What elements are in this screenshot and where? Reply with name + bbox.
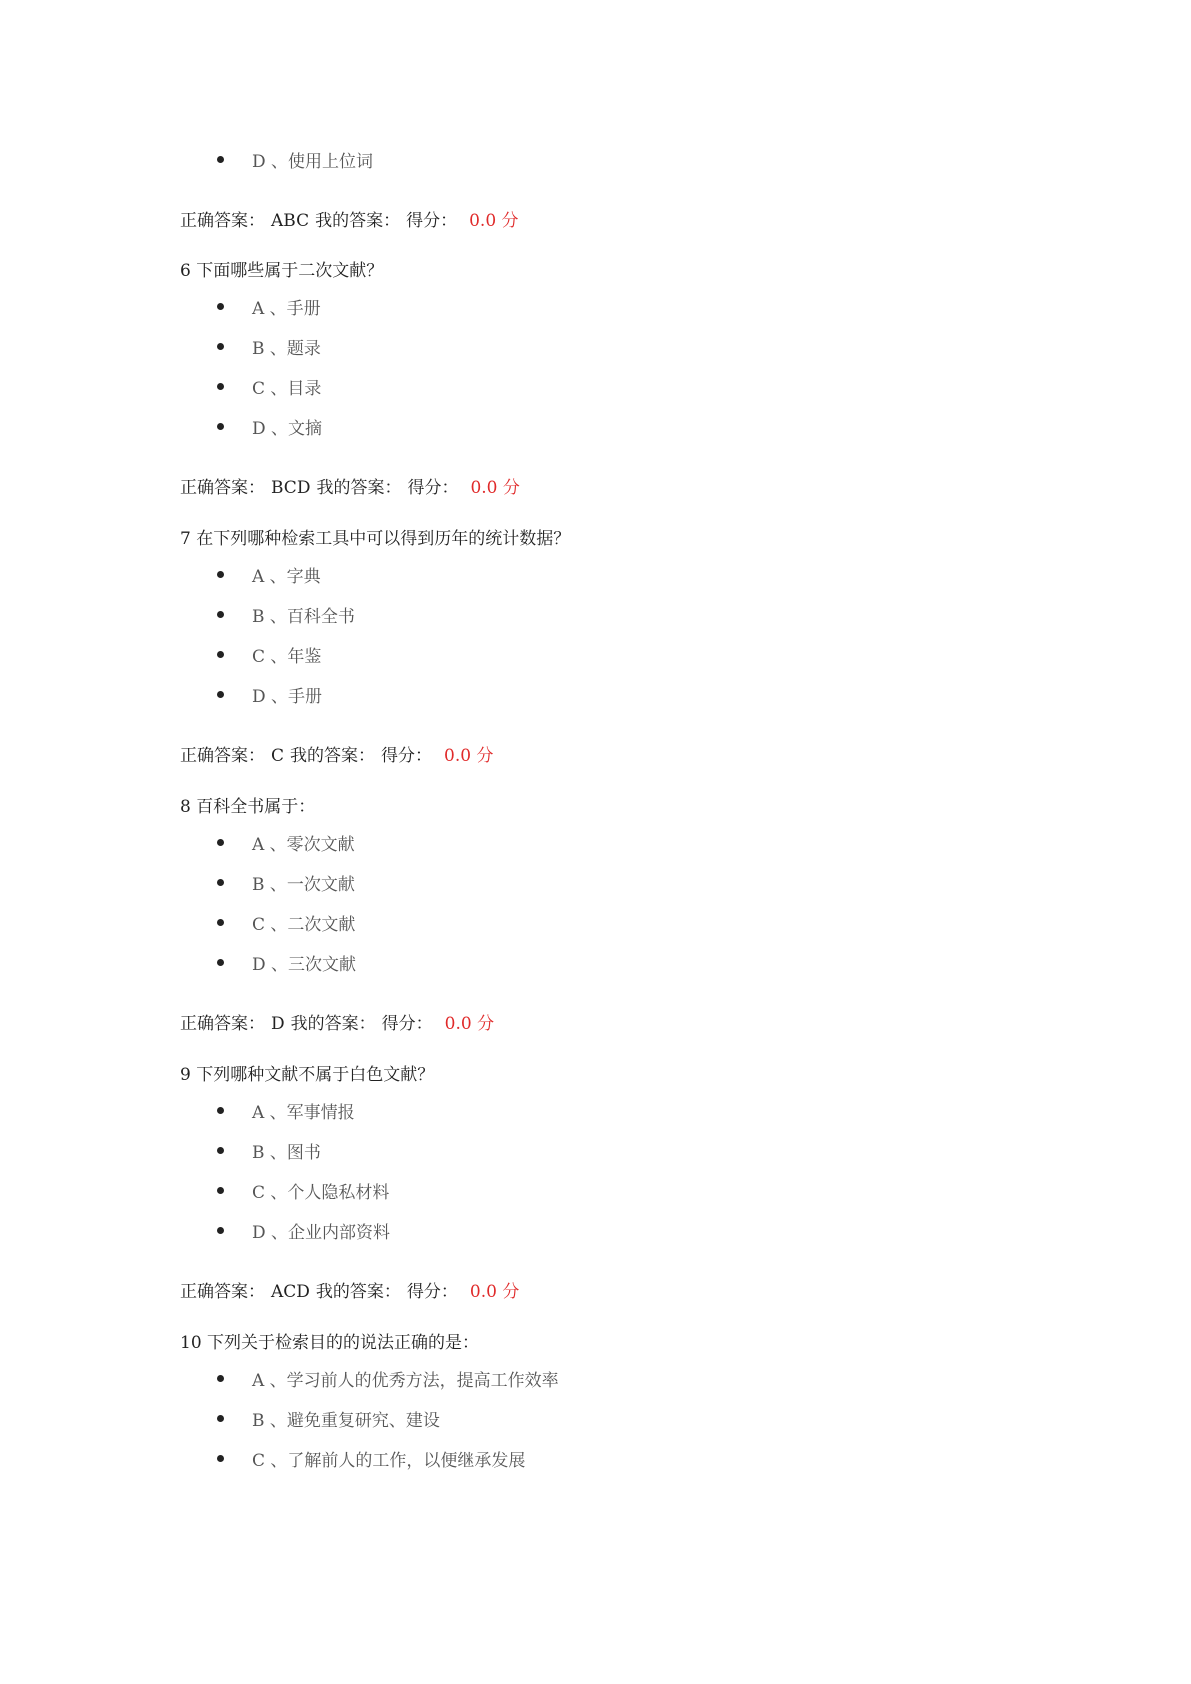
bullet-icon bbox=[217, 919, 224, 926]
score-label: 得分： bbox=[381, 746, 433, 766]
score-label: 得分： bbox=[381, 1014, 433, 1034]
option-item: A 、手册 bbox=[252, 299, 321, 319]
option-item: A 、学习前人的优秀方法，提高工作效率 bbox=[252, 1371, 559, 1391]
score-label: 得分： bbox=[406, 1282, 458, 1302]
option-item: B 、题录 bbox=[252, 339, 321, 359]
option-item: D 、三次文献 bbox=[252, 955, 357, 975]
bullet-icon bbox=[217, 383, 224, 390]
my-answer-label: 我的答案： bbox=[290, 1014, 376, 1034]
option-item: B 、图书 bbox=[252, 1143, 321, 1163]
score-value: 0.0 分 bbox=[469, 1282, 520, 1302]
answer-row bbox=[180, 1013, 494, 1035]
score-value: 0.0 分 bbox=[469, 211, 519, 231]
option-item: A 、军事情报 bbox=[252, 1103, 355, 1123]
score-label: 得分： bbox=[406, 211, 458, 231]
bullet-icon bbox=[217, 839, 224, 846]
answer-row bbox=[180, 1281, 519, 1303]
bullet-icon bbox=[217, 571, 224, 578]
correct-answer-label: 正确答案： bbox=[180, 478, 265, 498]
bullet-icon bbox=[217, 879, 224, 886]
correct-answer-label: 正确答案： bbox=[180, 746, 265, 766]
correct-answer-value: C bbox=[271, 746, 285, 766]
score-label: 得分： bbox=[407, 478, 459, 498]
my-answer-label: 我的答案： bbox=[316, 478, 402, 498]
my-answer-label: 我的答案： bbox=[290, 746, 376, 766]
bullet-icon bbox=[217, 1187, 224, 1194]
option-item: D 、手册 bbox=[252, 687, 323, 707]
correct-answer-label: 正确答案： bbox=[180, 1282, 265, 1302]
bullet-icon bbox=[217, 651, 224, 658]
option-item: C 、二次文献 bbox=[252, 915, 356, 935]
option-item: C 、个人隐私材料 bbox=[252, 1183, 390, 1203]
option-item: D 、文摘 bbox=[252, 419, 323, 439]
answer-row bbox=[180, 477, 520, 499]
bullet-icon bbox=[217, 1415, 224, 1422]
option-item: B 、避免重复研究、建设 bbox=[252, 1411, 440, 1431]
bullet-icon bbox=[217, 423, 224, 430]
answer-row bbox=[180, 210, 519, 232]
answer-row bbox=[180, 745, 493, 767]
bullet-icon bbox=[217, 343, 224, 350]
bullet-icon bbox=[217, 1227, 224, 1234]
bullet-icon bbox=[217, 611, 224, 618]
option-item: D 、企业内部资料 bbox=[252, 1223, 391, 1243]
score-value: 0.0 分 bbox=[444, 746, 494, 766]
option-item: C 、年鉴 bbox=[252, 647, 322, 667]
option-item: D 、使用上位词 bbox=[252, 152, 374, 172]
correct-answer-label: 正确答案： bbox=[180, 211, 265, 231]
my-answer-label: 我的答案： bbox=[315, 1282, 401, 1302]
correct-answer-value: BCD bbox=[271, 478, 311, 498]
option-item: C 、目录 bbox=[252, 379, 322, 399]
question-title: 10 下列关于检索目的的说法正确的是： bbox=[180, 1333, 480, 1353]
bullet-icon bbox=[217, 1147, 224, 1154]
my-answer-label: 我的答案： bbox=[315, 211, 401, 231]
bullet-icon bbox=[217, 1375, 224, 1382]
question-title: 9 下列哪种文献不属于白色文献？ bbox=[180, 1065, 435, 1085]
option-item: C 、了解前人的工作，以便继承发展 bbox=[252, 1451, 526, 1471]
correct-answer-value: ABC bbox=[271, 211, 310, 231]
bullet-icon bbox=[217, 1107, 224, 1114]
option-item: A 、零次文献 bbox=[252, 835, 355, 855]
bullet-icon bbox=[217, 959, 224, 966]
bullet-icon bbox=[217, 156, 224, 163]
score-value: 0.0 分 bbox=[444, 1014, 495, 1034]
bullet-icon bbox=[217, 691, 224, 698]
question-title: 6 下面哪些属于二次文献？ bbox=[180, 261, 384, 281]
score-value: 0.0 分 bbox=[470, 478, 520, 498]
correct-answer-value: D bbox=[271, 1014, 285, 1034]
option-item: B 、一次文献 bbox=[252, 875, 355, 895]
option-item: A 、字典 bbox=[252, 567, 321, 587]
option-item: B 、百科全书 bbox=[252, 607, 355, 627]
bullet-icon bbox=[217, 1455, 224, 1462]
question-title: 7 在下列哪种检索工具中可以得到历年的统计数据？ bbox=[180, 529, 571, 549]
question-title: 8 百科全书属于： bbox=[180, 797, 316, 817]
bullet-icon bbox=[217, 303, 224, 310]
correct-answer-value: ACD bbox=[271, 1282, 310, 1302]
correct-answer-label: 正确答案： bbox=[180, 1014, 265, 1034]
